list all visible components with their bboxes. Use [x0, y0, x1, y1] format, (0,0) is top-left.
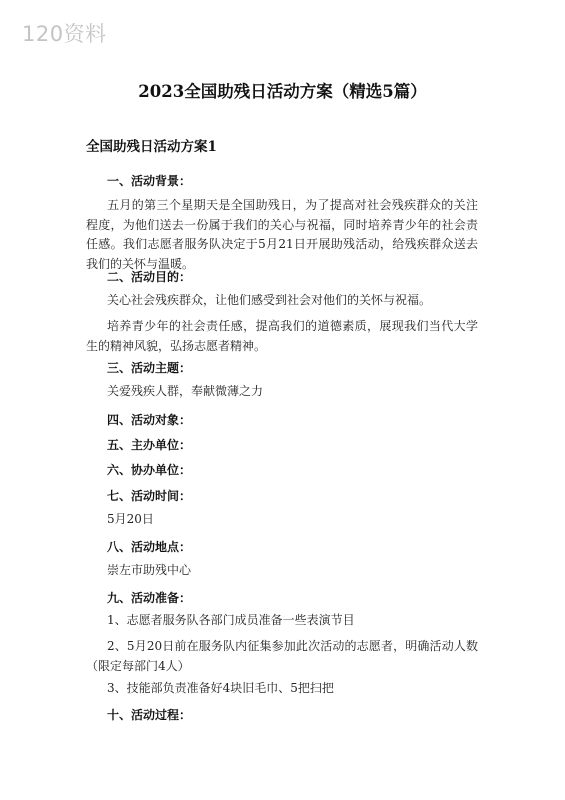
- heading-audience: 四、活动对象：: [107, 413, 192, 427]
- paragraph-theme: 关爱残疾人群，奉献微薄之力: [107, 384, 264, 398]
- heading-background: 一、活动背景：: [107, 174, 192, 188]
- heading-co-organizer: 六、协办单位：: [107, 463, 192, 477]
- watermark-logo: 120资料: [22, 22, 107, 46]
- paragraph-preparation-3: 3、技能部负责准备好4块旧毛巾、5把扫把: [107, 681, 334, 695]
- heading-theme: 三、活动主题：: [107, 361, 192, 375]
- paragraph-purpose-2: 培养青少年的社会责任感，提高我们的道德素质，展现我们当代大学生的精神风貌，弘扬志愿者精神。: [86, 319, 478, 353]
- heading-time: 七、活动时间：: [107, 489, 192, 503]
- paragraph-preparation-1: 1、志愿者服务队各部门成员准备一些表演节目: [107, 613, 355, 627]
- paragraph-background: 五月的第三个星期天是全国助残日，为了提高对社会残疾群众的关注程度，为他们送去一份属于我们的关心与祝福，同时培养青少年的社会责任感。我们志愿者服务队决定于5月21日开展助残活动，给残疾群众送去我们的关怀与温暖。: [86, 198, 478, 271]
- heading-preparation: 九、活动准备：: [107, 591, 192, 605]
- heading-location: 八、活动地点：: [107, 540, 192, 554]
- paragraph-location: 崇左市助残中心: [107, 563, 192, 577]
- heading-purpose: 二、活动目的：: [107, 270, 192, 284]
- paragraph-purpose-1: 关心社会残疾群众，让他们感受到社会对他们的关怀与祝福。: [107, 293, 432, 307]
- heading-organizer: 五、主办单位：: [107, 438, 192, 452]
- heading-process: 十、活动过程：: [107, 708, 192, 722]
- section-subtitle: 全国助残日活动方案1: [86, 139, 217, 155]
- paragraph-time: 5月20日: [107, 512, 154, 526]
- document-title: 2023全国助残日活动方案（精选5篇）: [138, 82, 427, 101]
- paragraph-preparation-2: 2、5月20日前在服务队内征集参加此次活动的志愿者，明确活动人数（限定每部门4人）: [86, 639, 478, 673]
